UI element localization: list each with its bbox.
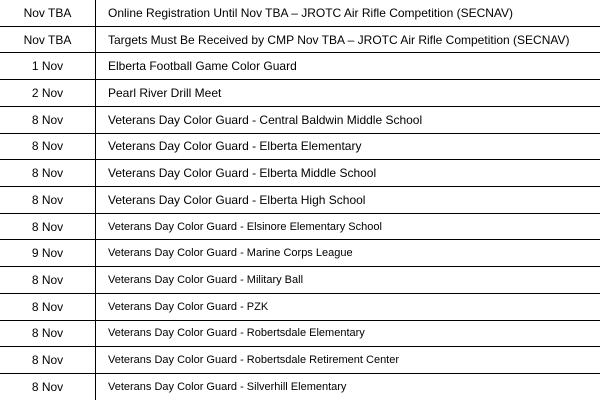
event-date-cell: 8 Nov	[0, 160, 96, 187]
event-description-cell: Veterans Day Color Guard - Silverhill Elementary	[96, 374, 600, 400]
table-row	[0, 293, 600, 320]
event-description-cell: Veterans Day Color Guard - Elberta Elementary	[96, 133, 600, 160]
event-description-cell: Veterans Day Color Guard - PZK	[96, 293, 600, 320]
table-row	[0, 106, 600, 133]
event-date-cell: 8 Nov	[0, 106, 96, 133]
table-row	[0, 0, 600, 26]
table-row	[0, 267, 600, 294]
event-description-cell: Veterans Day Color Guard - Elberta Middle School	[96, 160, 600, 187]
table-row	[0, 53, 600, 80]
event-description-cell: Veterans Day Color Guard - Robertsdale Elementary	[96, 320, 600, 347]
event-date-cell: 8 Nov	[0, 187, 96, 214]
table-row	[0, 374, 600, 400]
event-date-cell: 8 Nov	[0, 213, 96, 240]
event-date-cell: 9 Nov	[0, 240, 96, 267]
event-date-cell: 8 Nov	[0, 347, 96, 374]
event-description-cell: Veterans Day Color Guard - Elberta High School	[96, 187, 600, 214]
event-description-cell: Veterans Day Color Guard - Central Baldwin Middle School	[96, 106, 600, 133]
event-date-cell: Nov TBA	[0, 0, 96, 26]
table-row	[0, 213, 600, 240]
table-row	[0, 187, 600, 214]
table-row	[0, 240, 600, 267]
event-description-cell: Veterans Day Color Guard - Robertsdale Retirement Center	[96, 347, 600, 374]
table-row	[0, 320, 600, 347]
event-date-cell: 8 Nov	[0, 267, 96, 294]
event-description-cell: Elberta Football Game Color Guard	[96, 53, 600, 80]
event-date-cell: 1 Nov	[0, 53, 96, 80]
event-date-cell: 8 Nov	[0, 293, 96, 320]
event-date-cell: Nov TBA	[0, 26, 96, 53]
event-description-cell: Veterans Day Color Guard - Elsinore Elementary School	[96, 213, 600, 240]
table-row	[0, 80, 600, 107]
table-row	[0, 347, 600, 374]
event-description-cell: Veterans Day Color Guard - Marine Corps League	[96, 240, 600, 267]
event-date-cell: 8 Nov	[0, 374, 96, 400]
table-row	[0, 160, 600, 187]
table-row	[0, 133, 600, 160]
event-description-cell: Targets Must Be Received by CMP Nov TBA – JROTC Air Rifle Competition (SECNAV)	[96, 26, 600, 53]
event-description-cell: Pearl River Drill Meet	[96, 80, 600, 107]
event-date-cell: 8 Nov	[0, 320, 96, 347]
table-row	[0, 26, 600, 53]
event-date-cell: 2 Nov	[0, 80, 96, 107]
event-date-cell: 8 Nov	[0, 133, 96, 160]
event-description-cell: Online Registration Until Nov TBA – JROTC Air Rifle Competition (SECNAV)	[96, 0, 600, 26]
event-description-cell: Veterans Day Color Guard - Military Ball	[96, 267, 600, 294]
